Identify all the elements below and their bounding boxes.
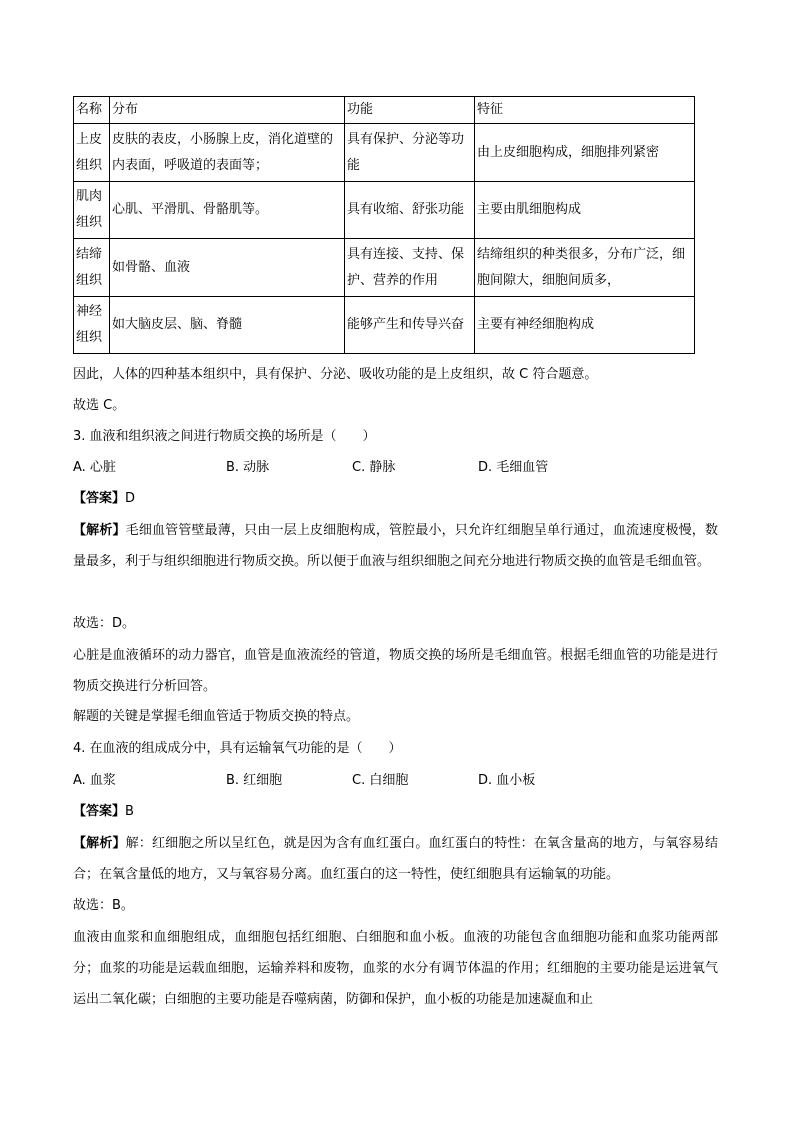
q3-analysis: [73, 515, 718, 577]
analysis-tag: 【解析】: [73, 523, 126, 538]
tissue-feature: 主要由肌细胞构成: [475, 182, 695, 239]
q4-note-1: 血液由血浆和血细胞组成，血细胞包括红细胞、白细胞和血小板。血液的功能包含血细胞功能和血浆功能两部分；血浆的功能是运载血细胞，运输养料和废物，血浆的水分有调节体温的作用；红细胞的主要功能是运进氧气运出二氧化碳；白细胞的主要功能是吞噬病菌，防御和保护，血小板的功能是加速凝血和止: [73, 930, 718, 1007]
choice-text: 故选 C。: [73, 398, 126, 413]
tissue-feature: 由上皮细胞构成，细胞排列紧密: [475, 124, 695, 182]
analysis-text: 毛细血管管壁最薄，只由一层上皮细胞构成，管腔最小，只允许红细胞呈单行通过，血流速度极慢，数量最多，利于与组织细胞进行物质交换。所以便于血液与组织细胞之间充分地进行物质交换的血管是毛细血管。: [73, 523, 718, 569]
q4-option-d: D. 血小板: [478, 773, 536, 788]
q3-option-c: C. 静脉: [352, 460, 396, 475]
tissue-name: 神经组织: [74, 297, 110, 354]
table-header-row: [74, 97, 695, 124]
q3-option-b: B. 动脉: [226, 460, 270, 475]
header-cell: 分布: [110, 97, 345, 124]
answer-value: D: [125, 491, 136, 506]
tissue-distribution: 如骨骼、血液: [110, 239, 345, 297]
answer-tag: 【答案】: [73, 804, 126, 819]
tissue-distribution: 如大脑皮层、脑、脊髓: [110, 297, 345, 354]
analysis-tag: 【解析】: [73, 836, 126, 851]
tissue-name: 肌肉组织: [74, 182, 110, 239]
tissue-function: 具有保护、分泌等功能: [345, 124, 475, 182]
q4-option-a: A. 血浆: [73, 773, 116, 788]
tissue-distribution: 心肌、平滑肌、骨骼肌等。: [110, 182, 345, 239]
header-cell: 功能: [345, 97, 475, 124]
header-cell: 特征: [475, 97, 695, 124]
table-row: [74, 182, 695, 239]
q3-option-a: A. 心脏: [73, 460, 116, 475]
tissue-name: 上皮组织: [74, 124, 110, 182]
table-row: [74, 124, 695, 182]
q4-answer: [73, 802, 723, 822]
header-cell: 名称: [74, 97, 110, 124]
analysis-text: 解：红细胞之所以呈红色，就是因为含有血红蛋白。血红蛋白的特性：在氧含量高的地方，与氧容易结合；在氧含量低的地方，又与氧容易分离。血红蛋白的这一特性，使红细胞具有运输氧的功能。: [73, 836, 718, 882]
tissue-distribution: 皮肤的表皮，小肠腺上皮，消化道壁的内表面，呼吸道的表面等；: [110, 124, 345, 182]
tissue-function: 具有连接、支持、保护、营养的作用: [345, 239, 475, 297]
q4-choice: 故选：B。: [73, 898, 134, 913]
answer-value: B: [125, 804, 134, 819]
q3-note-2: 解题的关键是掌握毛细血管适于物质交换的特点。: [73, 709, 360, 724]
question-3-stem: 3. 血液和组织液之间进行物质交换的场所是（ ）: [73, 429, 376, 444]
tissue-feature: 主要有神经细胞构成: [475, 297, 695, 354]
table-row: [74, 239, 695, 297]
q3-option-d: D. 毛细血管: [478, 460, 549, 475]
table-row: [74, 297, 695, 354]
tissue-table: [73, 96, 695, 354]
answer-tag: 【答案】: [73, 491, 126, 506]
question-4-stem: 4. 在血液的组成成分中，具有运输氧气功能的是（ ）: [73, 741, 402, 756]
tissue-name: 结缔组织: [74, 239, 110, 297]
tissue-function: 具有收缩、舒张功能: [345, 182, 475, 239]
conclusion-text: 因此，人体的四种基本组织中，具有保护、分泌、吸收功能的是上皮组织，故 C 符合题意。: [73, 367, 598, 382]
q4-option-c: C. 白细胞: [352, 773, 409, 788]
tissue-feature: 结缔组织的种类很多，分布广泛，细胞间隙大，细胞间质多，: [475, 239, 695, 297]
q3-note-1: 心脏是血液循环的动力器官，血管是血液流经的管道，物质交换的场所是毛细血管。根据毛细血管的功能是进行物质交换进行分析回答。: [73, 648, 718, 694]
tissue-function: 能够产生和传导兴奋: [345, 297, 475, 354]
q3-choice: 故选：D。: [73, 616, 136, 631]
q4-option-b: B. 红细胞: [226, 773, 283, 788]
q4-analysis: [73, 828, 718, 890]
q3-answer: [73, 489, 723, 509]
